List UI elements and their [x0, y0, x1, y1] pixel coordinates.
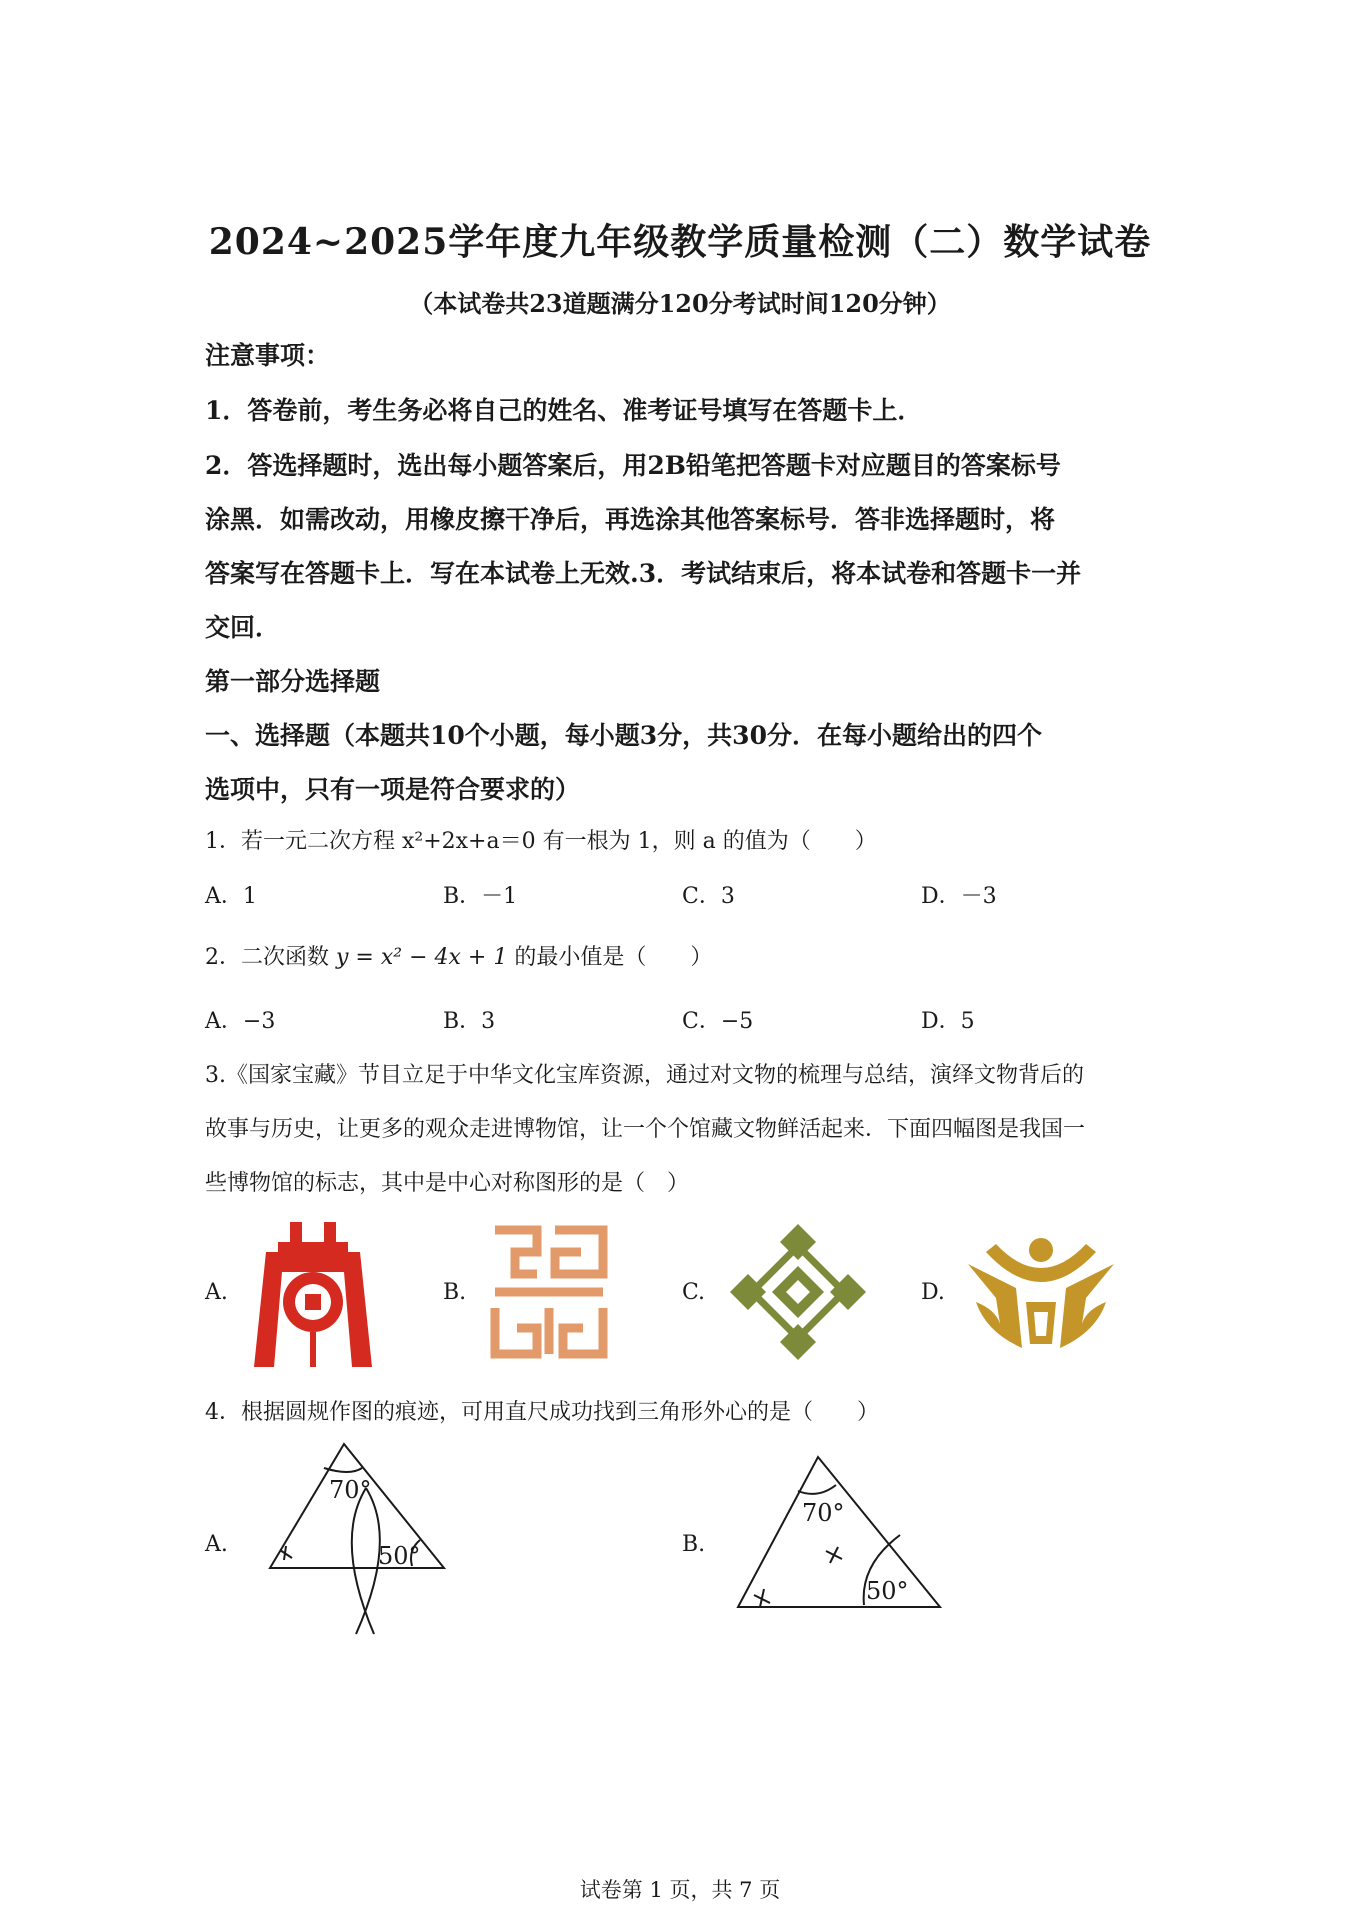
page-subtitle: （本试卷共23道题满分120分考试时间120分钟） [409, 289, 951, 318]
figure-a-angle-right: 50° [378, 1542, 421, 1570]
question-4-option-a: A. [205, 1532, 228, 1557]
notes-item-2-line-1: 2．答选择题时，选出每小题答案后，用2B铅笔把答题卡对应题目的答案标号 [205, 451, 1061, 480]
question-2-stem [205, 940, 712, 971]
notes-item-2-line-3: 答案写在答题卡上．写在本试卷上无效.3．考试结束后，将本试卷和答题卡一并 [205, 559, 1082, 588]
question-4-figure-a [262, 1440, 462, 1640]
question-2-option-a: A．−3 [205, 1009, 276, 1034]
question-3-line-1: 3.《国家宝藏》节目立足于中华文化宝库资源，通过对文物的梳理与总结，演绎文物背后的 [205, 1063, 1084, 1088]
question-2-option-d: D．5 [921, 1009, 975, 1034]
question-3-option-d: D. [921, 1280, 945, 1305]
question-1-option-d: D．－3 [921, 884, 997, 909]
museum-logo-d [966, 1232, 1116, 1352]
museum-logo-b [487, 1222, 612, 1362]
question-3-option-b: B. [443, 1280, 467, 1305]
notes-item-2-line-4: 交回． [205, 613, 281, 642]
page-footer: 试卷第 1 页，共 7 页 [579, 1878, 781, 1902]
question-1-option-c: C．3 [682, 884, 735, 909]
museum-logo-c [728, 1222, 868, 1362]
notes-item-2-line-2: 涂黑．如需改动，用橡皮擦干净后，再选涂其他答案标号．答非选择题时，将 [205, 505, 1056, 534]
question-2-formula: y = x² − 4x + 1 [336, 945, 508, 970]
page-title: 2024~2025学年度九年级教学质量检测（二）数学试卷 [208, 221, 1152, 263]
museum-logo-a [248, 1222, 378, 1367]
question-3-option-a: A. [205, 1280, 228, 1305]
question-1-stem: 1．若一元二次方程 x²+2x+a＝0 有一根为 1，则 a 的值为（ ） [205, 829, 877, 854]
question-2-prefix: 2．二次函数 [205, 945, 329, 970]
question-1-option-b: B．－1 [443, 884, 518, 909]
notes-item-1: 1．答卷前，考生务必将自己的姓名、准考证号填写在答题卡上． [205, 396, 923, 425]
figure-b-angle-top: 70° [802, 1499, 845, 1527]
question-3-line-3: 些博物馆的标志，其中是中心对称图形的是（ ） [205, 1171, 690, 1196]
figure-b-angle-right: 50° [866, 1577, 909, 1605]
question-2-suffix: 的最小值是（ ） [514, 945, 713, 970]
question-4-stem: 4．根据圆规作图的痕迹，可用直尺成功找到三角形外心的是（ ） [205, 1400, 879, 1425]
question-4-figure-b [730, 1455, 950, 1625]
section-heading-line-2: 选项中，只有一项是符合要求的） [205, 775, 581, 804]
question-3-option-c: C. [682, 1280, 706, 1305]
notes-heading: 注意事项： [205, 341, 331, 370]
question-3-line-2: 故事与历史，让更多的观众走进博物馆，让一个个馆藏文物鲜活起来．下面四幅图是我国一 [205, 1117, 1086, 1142]
section-heading-line-1: 一、选择题（本题共10个小题，每小题3分，共30分．在每小题给出的四个 [205, 721, 1042, 750]
question-2-option-c: C．−5 [682, 1009, 754, 1034]
question-2-option-b: B．3 [443, 1009, 496, 1034]
figure-a-angle-top: 70° [329, 1476, 372, 1504]
question-4-option-b: B. [682, 1532, 706, 1557]
question-1-option-a: A．1 [205, 884, 257, 909]
part-title: 第一部分选择题 [205, 667, 381, 696]
